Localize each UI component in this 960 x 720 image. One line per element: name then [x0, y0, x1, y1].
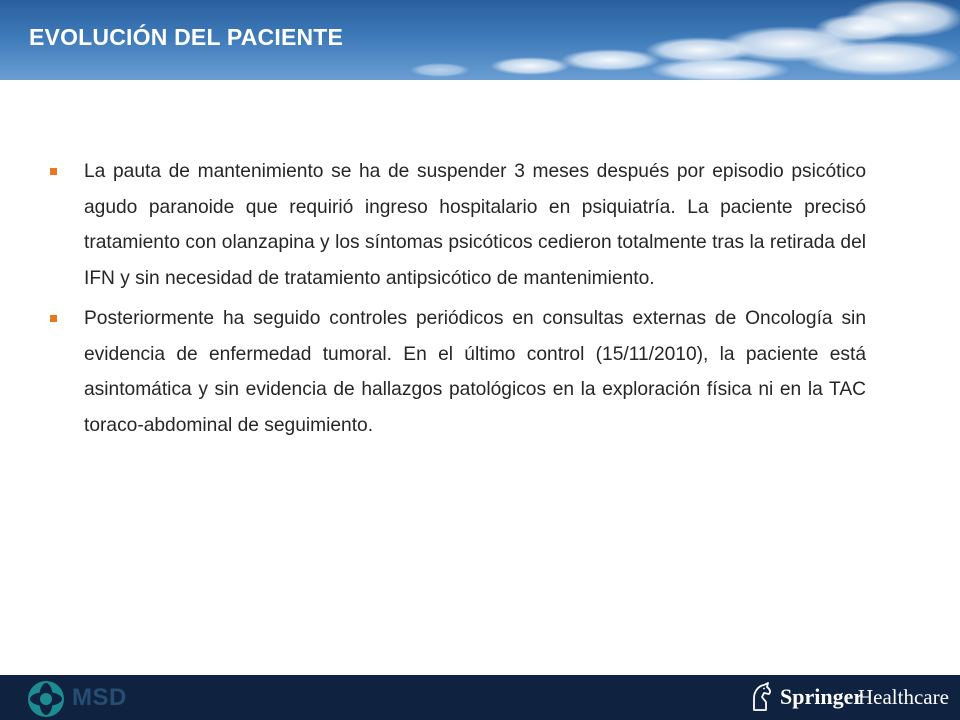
square-bullet-icon [50, 168, 57, 175]
msd-logo-text: MSD [72, 684, 127, 711]
bullet-text: La pauta de mantenimiento se ha de suspender 3 meses después por episodio psicótico agudo paranoide que requirió ingreso hospitalario en psiquiatría. La paciente precisó tratamiento con olanzapina y los síntomas psicóticos cedieron totalmente tras la retirada del IFN y sin necesidad de tratamiento antipsicótico de mantenimiento. [84, 161, 866, 289]
footer-bar [0, 675, 960, 720]
springer-brand-text: Springer [780, 684, 864, 709]
springer-healthcare-text: Healthcare [858, 685, 949, 709]
slide-body [46, 154, 866, 448]
springer-horse-icon [748, 682, 774, 712]
msd-logo-icon [24, 679, 68, 719]
page-title: EVOLUCIÓN DEL PACIENTE [29, 24, 344, 50]
bullet-text: Posteriormente ha seguido controles periódicos en consultas externas de Oncología sin evidencia de enfermedad tumoral. En el último control (15/11/2010), la paciente está asintomática y sin evidencia de hallazgos patológicos en la exploración física ni en la TAC toraco-abdominal de seguimiento. [84, 308, 866, 436]
square-bullet-icon [50, 315, 57, 322]
bullet-item [46, 154, 866, 296]
header-banner [0, 0, 960, 80]
bullet-item [46, 301, 866, 443]
